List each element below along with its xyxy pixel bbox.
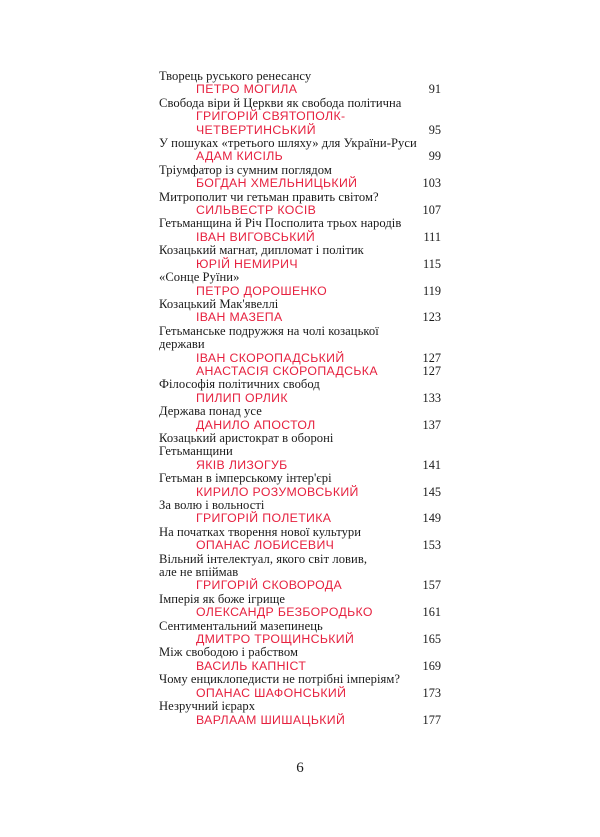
person-name: ПЕТРО ДОРОШЕНКО — [196, 283, 328, 298]
person-name: ЮРІЙ НЕМИРИЧ — [196, 256, 298, 271]
entry-title: Гетьманське подружжя на чолі козацької — [159, 323, 379, 338]
entry-name-row — [159, 392, 441, 405]
person-name: ПИЛИП ОРЛИК — [196, 390, 288, 405]
entry-title: Козацький Мак'явеллі — [159, 296, 279, 311]
entry-name-row — [159, 177, 441, 190]
toc-entry[interactable] — [159, 472, 441, 499]
toc-entry[interactable] — [159, 499, 441, 526]
toc-entry[interactable] — [159, 553, 441, 593]
entry-title: «Сонце Руїни» — [159, 270, 240, 285]
entry-name-row — [159, 150, 441, 163]
toc-entry[interactable] — [159, 700, 441, 727]
entry-name-row — [159, 419, 441, 432]
entry-title: Гетьманщина й Річ Посполита трьох народів — [159, 216, 402, 231]
person-name: ЧЕТВЕРТИНСЬКИЙ — [196, 122, 316, 137]
person-name: ГРИГОРІЙ СВЯТОПОЛК- — [196, 109, 346, 124]
toc-entry[interactable] — [159, 97, 441, 137]
person-name: СИЛЬВЕСТР КОСІВ — [196, 203, 317, 218]
page-ref: 127 — [422, 350, 441, 365]
page-ref: 165 — [422, 632, 441, 647]
page-ref: 111 — [423, 229, 441, 244]
page-ref: 95 — [428, 122, 441, 137]
toc-entry[interactable] — [159, 646, 441, 673]
person-name: ОПАНАС ШАФОНСЬКИЙ — [196, 685, 347, 700]
entry-name-row — [159, 352, 441, 365]
person-name: ВАРЛААМ ШИШАЦЬКИЙ — [196, 712, 346, 727]
toc-entry[interactable] — [159, 405, 441, 432]
page-ref: 145 — [422, 484, 441, 499]
entry-name-row — [159, 258, 441, 271]
table-of-contents — [159, 70, 441, 727]
entry-title: Держава понад усе — [159, 404, 262, 419]
toc-entry[interactable] — [159, 70, 441, 97]
page-ref: 91 — [428, 82, 441, 97]
page-ref: 173 — [422, 685, 441, 700]
toc-entry[interactable] — [159, 593, 441, 620]
person-name: ІВАН СКОРОПАДСЬКИЙ — [196, 350, 345, 365]
entry-name-row — [159, 512, 441, 525]
person-name: ІВАН ВИГОВСЬКИЙ — [196, 229, 316, 244]
entry-title: За волю і вольності — [159, 498, 265, 512]
entry-title: Козацький аристократ в обороні — [159, 430, 334, 445]
page-ref: 137 — [422, 417, 441, 432]
toc-entry[interactable] — [159, 217, 441, 244]
entry-title: Свобода віри й Церкви як свобода політична — [159, 95, 402, 110]
page-number: 6 — [296, 760, 304, 776]
entry-name-row — [159, 311, 441, 324]
entry-title: Імперія як боже ігрище — [159, 591, 286, 606]
entry-title: Філософія політичних свобод — [159, 377, 320, 392]
entry-name-row — [159, 124, 441, 137]
toc-entry[interactable] — [159, 673, 441, 700]
page-ref: 169 — [422, 658, 441, 673]
entry-name-row — [159, 231, 441, 244]
entry-name-row — [159, 459, 441, 472]
page-ref: 127 — [422, 363, 441, 378]
toc-entry[interactable] — [159, 620, 441, 647]
person-name: БОГДАН ХМЕЛЬНИЦЬКИЙ — [196, 176, 358, 191]
person-name: КИРИЛО РОЗУМОВСЬКИЙ — [196, 484, 359, 499]
entry-title: Гетьман в імперському інтер'єрі — [159, 471, 332, 486]
page-ref: 107 — [422, 203, 441, 218]
page-ref: 99 — [428, 149, 441, 164]
page-ref: 103 — [422, 176, 441, 191]
toc-entry[interactable] — [159, 298, 441, 325]
person-name: ІВАН МАЗЕПА — [196, 310, 283, 325]
entry-name-row — [159, 83, 441, 96]
person-name: ОЛЕКСАНДР БЕЗБОРОДЬКО — [196, 605, 373, 620]
entry-name-row — [159, 365, 441, 378]
person-name: ПЕТРО МОГИЛА — [196, 82, 298, 97]
page-ref: 149 — [422, 511, 441, 526]
entry-title: Сентиментальний мазепинець — [159, 618, 323, 633]
person-name: АДАМ КИСІЛЬ — [196, 149, 284, 164]
page-ref: 157 — [422, 578, 441, 593]
toc-entry[interactable] — [159, 164, 441, 191]
entry-name-row — [159, 486, 441, 499]
toc-entry[interactable] — [159, 526, 441, 553]
page-ref: 115 — [423, 256, 441, 271]
page-ref: 177 — [422, 712, 441, 727]
entry-title: Митрополит чи гетьман править світом? — [159, 189, 379, 204]
person-name: ГРИГОРІЙ ПОЛЕТИКА — [196, 511, 332, 526]
toc-entry[interactable] — [159, 325, 441, 379]
person-name: ГРИГОРІЙ СКОВОРОДА — [196, 578, 342, 593]
entry-name-row — [159, 110, 441, 123]
page-ref: 123 — [422, 310, 441, 325]
entry-title: держави — [159, 337, 205, 352]
entry-title: Тріумфатор із сумним поглядом — [159, 162, 332, 177]
entry-title: Вільний інтелектуал, якого світ ловив, — [159, 551, 368, 566]
entry-name-row — [159, 579, 441, 592]
page-ref: 161 — [422, 605, 441, 620]
entry-title: Гетьманщини — [159, 444, 233, 459]
person-name: АНАСТАСІЯ СКОРОПАДСЬКА — [196, 363, 378, 378]
toc-entry[interactable] — [159, 191, 441, 218]
entry-name-row — [159, 606, 441, 619]
entry-name-row — [159, 539, 441, 552]
entry-name-row — [159, 633, 441, 646]
entry-title: Між свободою і рабством — [159, 645, 298, 660]
page-ref: 153 — [422, 538, 441, 553]
toc-entry[interactable] — [159, 378, 441, 405]
entry-title: Чому енциклопедисти не потрібні імперіям? — [159, 672, 401, 687]
toc-entry[interactable] — [159, 244, 441, 271]
person-name: ДАНИЛО АПОСТОЛ — [196, 417, 316, 432]
entry-title: На початках творення нової культури — [159, 524, 362, 539]
entry-name-row — [159, 660, 441, 673]
person-name: ОПАНАС ЛОБИСЕВИЧ — [196, 538, 335, 553]
person-name: ДМИТРО ТРОЩИНСЬКИЙ — [196, 632, 355, 647]
entry-title: Творець руського ренесансу — [159, 69, 312, 83]
entry-title: У пошуках «третього шляху» для України-Руси — [159, 136, 417, 151]
person-name: ЯКІВ ЛИЗОГУБ — [196, 457, 288, 472]
entry-name-row — [159, 204, 441, 217]
toc-entry[interactable] — [159, 271, 441, 298]
entry-title: але не впіймав — [159, 565, 239, 580]
entry-name-row — [159, 687, 441, 700]
page-ref: 133 — [422, 390, 441, 405]
entry-title: Козацький магнат, дипломат і політик — [159, 243, 364, 258]
entry-name-row — [159, 714, 441, 727]
person-name: ВАСИЛЬ КАПНІСТ — [196, 658, 307, 673]
page-ref: 119 — [423, 283, 441, 298]
entry-title: Незручний ієрарх — [159, 699, 256, 714]
toc-entry[interactable] — [159, 137, 441, 164]
entry-name-row — [159, 285, 441, 298]
page-ref: 141 — [422, 457, 441, 472]
toc-entry[interactable] — [159, 432, 441, 472]
